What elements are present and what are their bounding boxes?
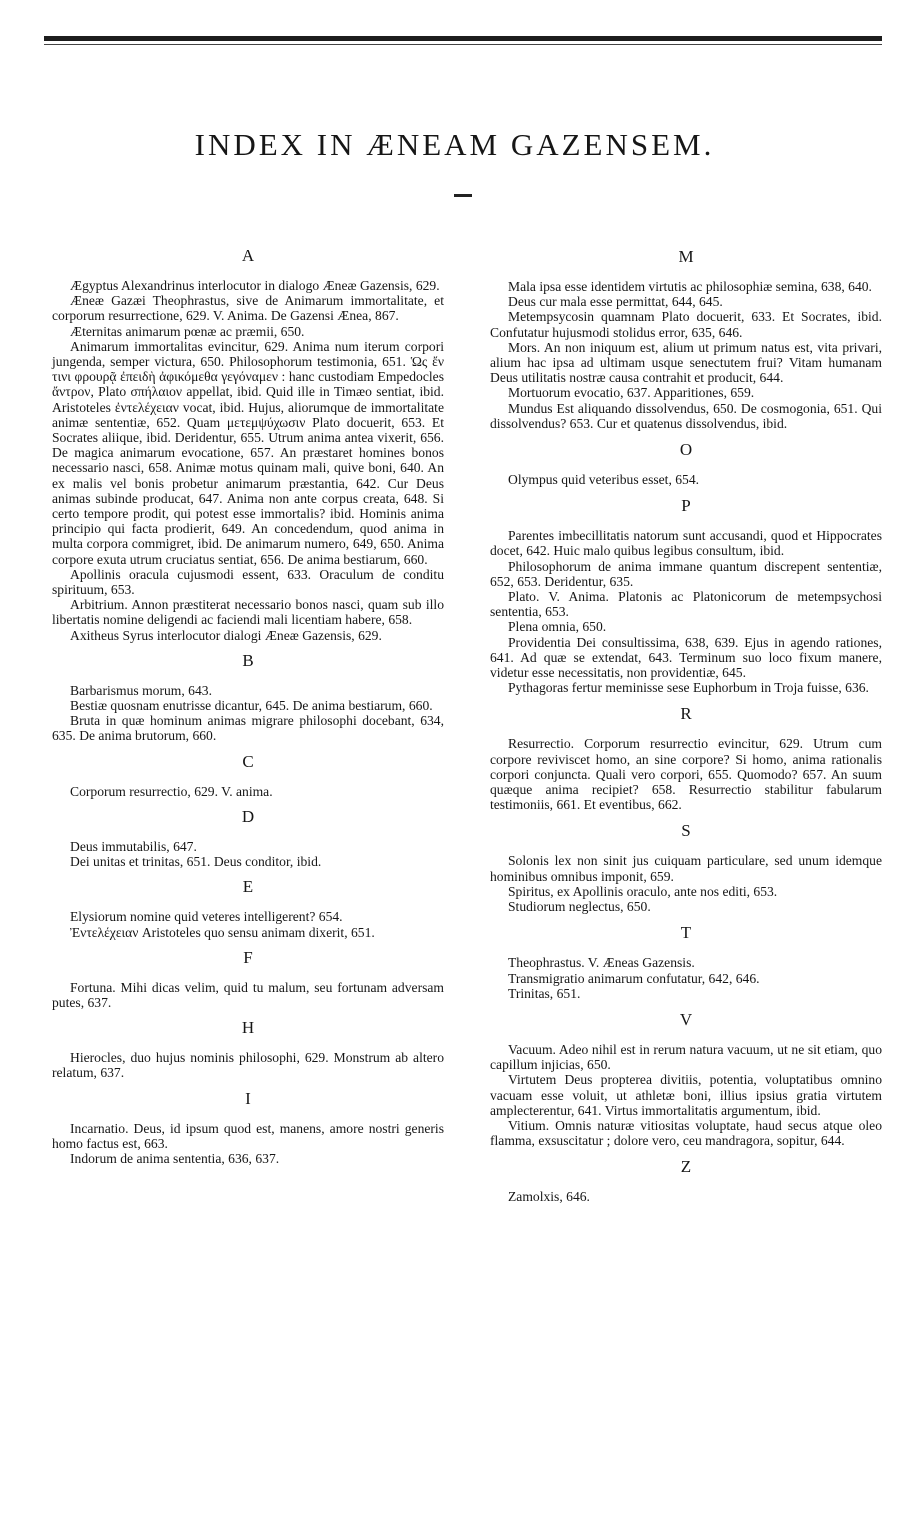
index-section-a xyxy=(52,246,444,643)
section-letter: C xyxy=(242,751,254,771)
index-entry: Parentes imbecillitatis natorum sunt accusandi, quod et Hippocrates docet, 642. Huic malo quibus legibus consultum, ibid. xyxy=(490,528,882,559)
index-entry: Deus immutabilis, 647. xyxy=(70,838,197,854)
index-entry: Apollinis oracula cujusmodi essent, 633. Oraculum de conditu spirituum, 653. xyxy=(52,566,444,598)
index-entry: Mortuorum evocatio, 637. Apparitiones, 659. xyxy=(508,385,755,401)
index-entry: Fortuna. Mihi dicas velim, quid tu malum, seu fortunam adversam putes, 637. xyxy=(52,979,444,1010)
index-section-s xyxy=(490,821,882,914)
section-letter: R xyxy=(680,704,692,724)
index-entry: Plato. V. Anima. Platonis ac Platonicorum de metempsychosi sententia, 653. xyxy=(490,589,882,620)
index-section-t xyxy=(490,923,882,1001)
section-letter: Z xyxy=(680,1157,692,1177)
index-entry: Spiritus, ex Apollinis oraculo, ante nos editi, 653. xyxy=(508,883,778,899)
right-column xyxy=(490,238,882,1205)
title-dash-ornament xyxy=(454,194,472,197)
index-entry: Virtutem Deus propterea divitiis, potentia, voluptatibus omnino vacuam esse voluit, ut athletæ boni, illius ipsius gratia virtutem amplecterentur, 641. Virtus immortalitatis argumentum, ibid. xyxy=(490,1072,882,1118)
index-entry: Pythagoras fertur meminisse sese Euphorbum in Troja fuisse, 636. xyxy=(508,680,869,696)
section-letter: M xyxy=(678,247,694,266)
index-entry: Axitheus Syrus interlocutor dialogi Æneæ Gazensis, 629. xyxy=(70,627,382,643)
index-entry: Corporum resurrectio, 629. V. anima. xyxy=(70,783,273,799)
index-section-z xyxy=(490,1157,882,1204)
index-section-p xyxy=(490,496,882,695)
index-entry: Dei unitas et trinitas, 651. Deus conditor, ibid. xyxy=(70,854,322,870)
index-entry: Ἐντελέχειαν Aristoteles quo sensu animam dixerit, 651. xyxy=(70,924,375,940)
index-entry: Bruta in quæ hominum animas migrare philosophi docebant, 634, 635. De anima brutorum, 660. xyxy=(52,713,444,744)
index-entry: Philosophorum de anima immane quantum discrepent sententiæ, 652, 653. Deridentur, 635. xyxy=(490,558,882,589)
index-section-e xyxy=(52,877,444,939)
section-letter: H xyxy=(241,1018,255,1038)
index-entry: Incarnatio. Deus, id ipsum quod est, manens, amore nostri generis homo factus est, 663. xyxy=(52,1120,444,1151)
index-entry: Indorum de anima sententia, 636, 637. xyxy=(70,1150,280,1166)
section-letter: A xyxy=(241,246,255,265)
index-entry: Vacuum. Adeo nihil est in rerum natura vacuum, ut ne sit etiam, quo capillum injicias, 650. xyxy=(490,1041,882,1073)
section-letter: P xyxy=(681,496,691,516)
index-entry: Ægyptus Alexandrinus interlocutor in dialogo Æneæ Gazensis, 629. xyxy=(70,278,440,293)
index-section-c xyxy=(52,752,444,799)
page-title: INDEX IN ÆNEAM GAZENSEM. xyxy=(194,126,715,162)
index-entry: Mors. An non iniquum est, alium ut primum natus est, vita privari, alium hac ipsa ad ultimam usque senectutem frui? Vitam humanam Deus utilitatis nostræ causa contrahit et producit, 644. xyxy=(490,339,882,386)
index-entry: Vitium. Omnis naturæ vitiositas voluptate, haud secus atque oleo flamma, exsuscitatur ; dolore vero, ceu mandragora, sopitur, 644. xyxy=(490,1117,882,1149)
index-entry: Barbarismus morum, 643. xyxy=(70,682,212,698)
index-entry: Æternitas animarum pœnæ ac præmii, 650. xyxy=(70,323,305,339)
index-section-f xyxy=(52,948,444,1010)
index-entry: Arbitrium. Annon præstiterat necessario bonos nasci, quam sub illo libertatis nomine deligendi ac faciendi mali licentiam habere, 658. xyxy=(52,597,444,628)
index-entry: Providentia Dei consultissima, 638, 639. Ejus in agendo rationes, 641. Ad quæ se extendat, 643. Terminum suo loco fixum manere, videtur esse necessitatis, non providentiæ, 645. xyxy=(490,634,882,681)
index-entry: Mala ipsa esse identidem virtutis ac philosophiæ semina, 638, 640. xyxy=(508,279,872,294)
index-section-m xyxy=(490,247,882,431)
index-entry: Æneæ Gazæi Theophrastus, sive de Animarum immortalitate, et corporum resurrectione, 629. V. Anima. De Gazensi Ænea, 867. xyxy=(52,293,444,324)
index-entry: Studiorum neglectus, 650. xyxy=(508,899,651,915)
index-entry: Olympus quid veteribus esset, 654. xyxy=(508,472,700,488)
section-letter: S xyxy=(681,821,691,841)
section-letter: B xyxy=(242,650,254,670)
index-entry: Bestiæ quosnam enutrisse dicantur, 645. De anima bestiarum, 660. xyxy=(70,698,433,714)
section-letter: V xyxy=(679,1009,693,1029)
index-section-o xyxy=(490,440,882,487)
left-column xyxy=(52,238,444,1166)
index-section-b xyxy=(52,651,444,744)
index-entry: Animarum immortalitas evincitur, 629. Anima num iterum corpori jungenda, semper victura, 650. Philosophorum testimonia, 651. Ὡς ἔν τινι φρουρᾷ ἐπειδὴ ἀφικόμεθα γεγόναμεν : hanc custodiam Empedocles ἄντρον, Plato σπήλαιον appellat, ibid. Quid ille in Timæo sentiat, ibid. Aristoteles ἐντελέχειαν vocat, ibid. Hujus, aliorumque de immortalitate animæ sententiæ, 652. Quam μετεμψύχωσιν Plato docuerit, 653. Et Socrates aliique, ibid. Deridentur, 655. Utrum anima antea vixerit, 656. De magica animarum evocatione, 657. An præstaret homines bonos necessario nasci, 658. Animæ motus quinam mali, quive boni, 640. An ex malis vel bonis probetur animarum præstantia, 642. Cur Deus animas subinde producat, 647. Anima non ante corpus creata, 648. Si certo tempore prodit, qui potest esse immortalis? ibid. Hominis anima principio qui facta prodierit, 649. An concedendum, quod anima in multa corpora commigret, ibid. De animarum numero, 649, 650. Anima corpore exuta utrum cruciatus sentiat, 656. De anima bestiarum, 660. xyxy=(52,338,444,567)
index-entry: Trinitas, 651. xyxy=(508,985,581,1001)
index-entry: Zamolxis, 646. xyxy=(508,1189,590,1205)
section-letter: F xyxy=(243,947,253,967)
index-entry: Plena omnia, 650. xyxy=(508,619,607,635)
index-entry: Solonis lex non sinit jus cuiquam particulare, sed unum idemque hominibus omnibus imponit, 659. xyxy=(490,853,882,884)
section-letter: E xyxy=(242,877,254,897)
index-entry: Mundus Est aliquando dissolvendus, 650. De cosmogonia, 651. Qui dissolvendus? 653. Cur et quatenus dissolvendus, ibid. xyxy=(490,400,882,431)
top-thin-rule xyxy=(44,44,882,45)
index-section-i xyxy=(52,1089,444,1167)
index-section-h xyxy=(52,1018,444,1080)
section-letter: T xyxy=(680,923,692,943)
section-letter: I xyxy=(245,1088,251,1108)
section-letter: D xyxy=(241,806,255,826)
index-entry: Transmigratio animarum confutatur, 642, 646. xyxy=(508,970,760,986)
section-letter: O xyxy=(679,440,693,460)
index-entry: Elysiorum nomine quid veteres intelligerent? 654. xyxy=(70,909,343,925)
index-entry: Metempsycosin quamnam Plato docuerit, 633. Et Socrates, ibid. Confutatur hujusmodi stolidus error, 635, 646. xyxy=(490,309,882,340)
index-entry: Theophrastus. V. Æneas Gazensis. xyxy=(508,955,695,971)
index-entry: Deus cur mala esse permittat, 644, 645. xyxy=(508,294,723,310)
index-entry: Resurrectio. Corporum resurrectio evincitur, 629. Utrum cum corpore reviviscet homo, an sine corpore? Si homo, anima rationalis corpori conjuncta. Quali vero corpori, 655. Quomodo? 657. An suum quæque anima recipiet? 658. Resurrectio stabilitur fabularum testimoniis, 661. Et eventibus, 662. xyxy=(490,736,882,813)
index-section-r xyxy=(490,704,882,812)
index-section-v xyxy=(490,1010,882,1148)
index-section-d xyxy=(52,807,444,869)
index-entry: Hierocles, duo hujus nominis philosophi, 629. Monstrum ab altero relatum, 637. xyxy=(52,1050,444,1081)
top-double-rule xyxy=(44,36,882,41)
